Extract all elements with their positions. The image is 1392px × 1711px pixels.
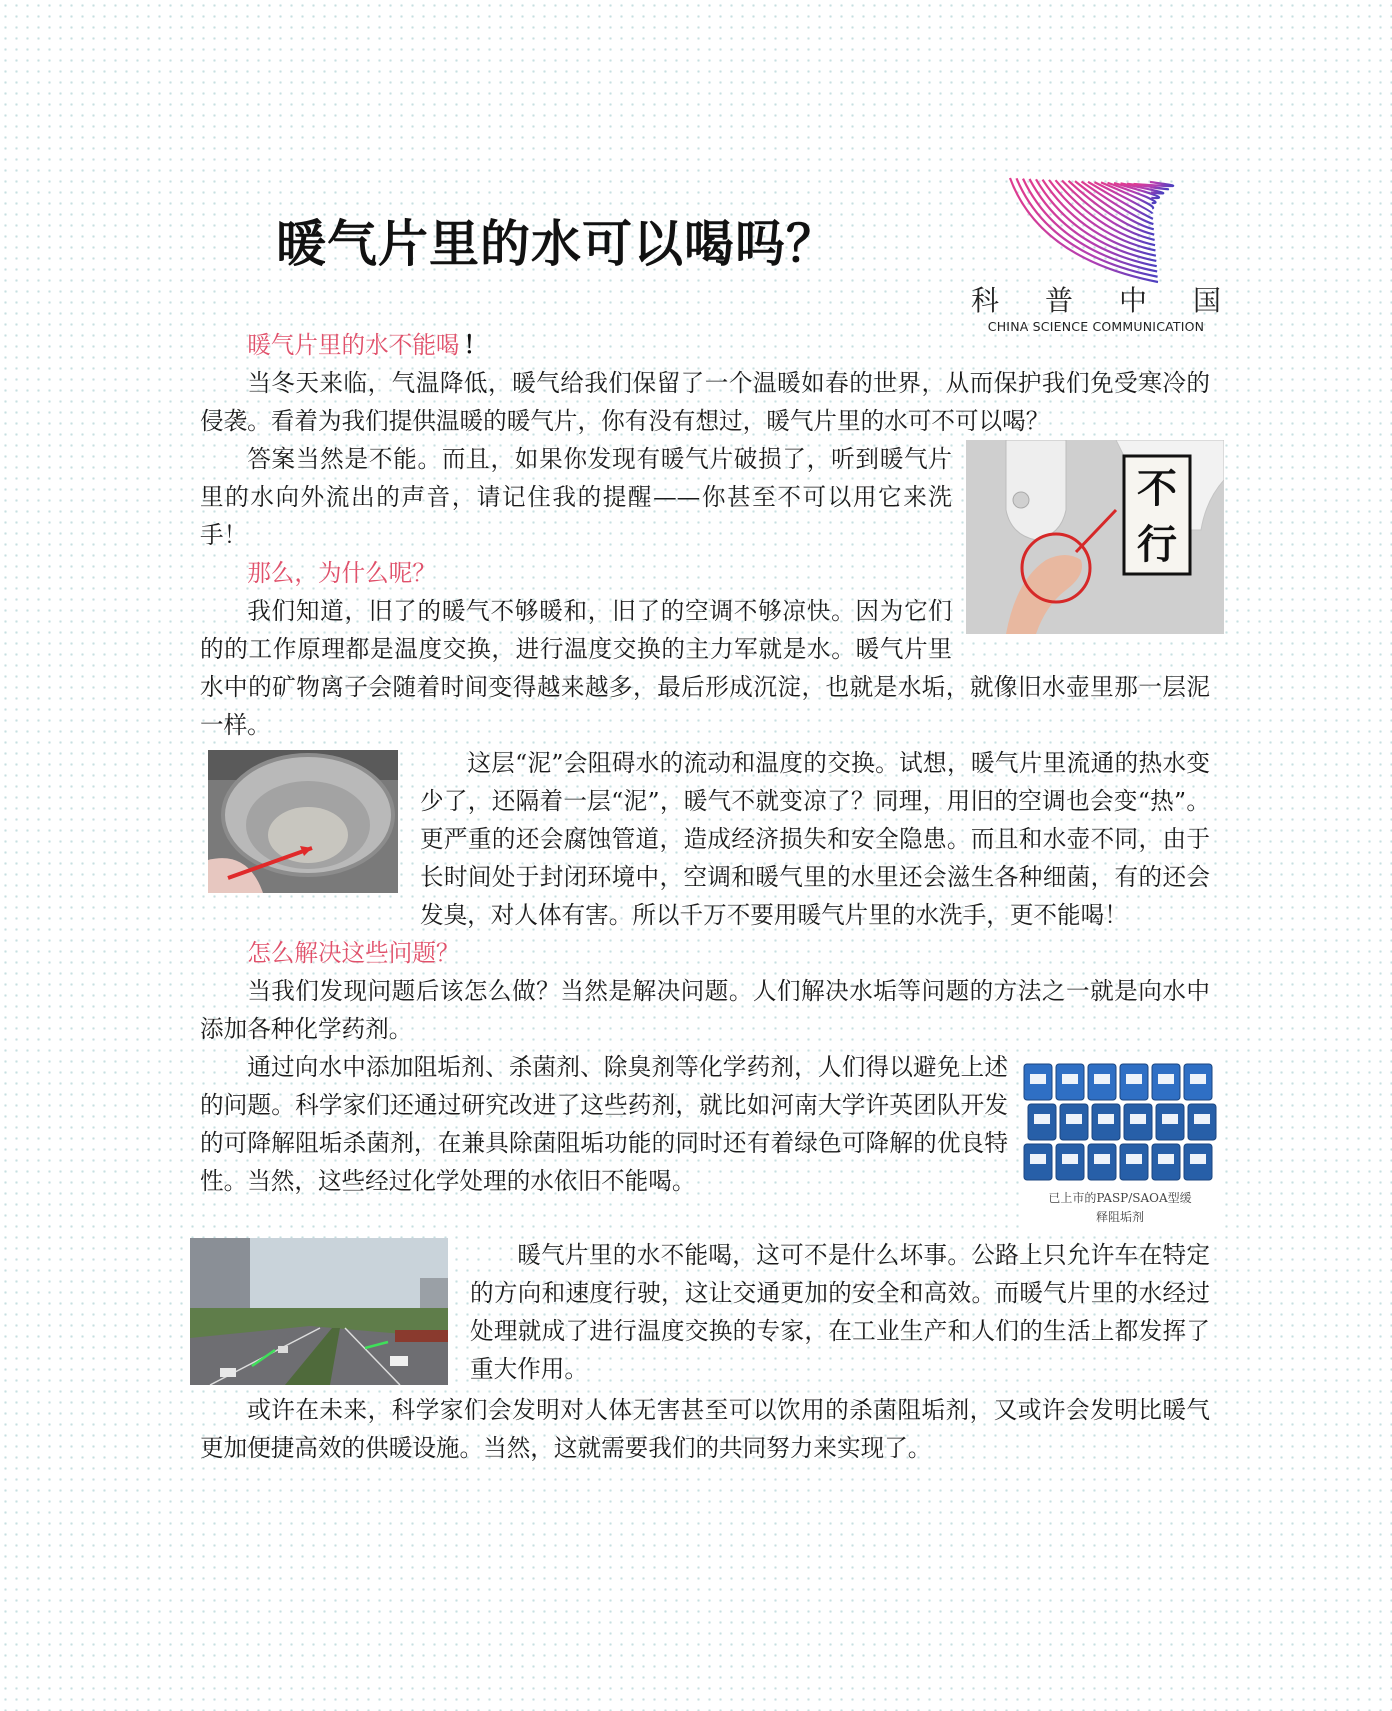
section-heading-why: 那么，为什么呢？ [247,559,436,587]
paragraph: 暖气片里的水不能喝，这可不是什么坏事。公路上只允许车在特定的方向和速度行驶，这让交通更加的安全和高效。而暖气片里的水经过处理就成了进行温度交换的专家，在工业生产和人们的生活上都发挥了重大作用。 [470,1241,1210,1383]
drum-label [1126,1074,1142,1084]
paragraph: 当我们发现问题后该怎么做？当然是解决问题。人们解决水垢等问题的方法之一就是向水中添加各种化学药剂。 [200,977,1210,1043]
paragraph: 当冬天来临，气温降低，暖气给我们保留了一个温暖如春的世界，从而保护我们免受寒冷的侵袭。看着为我们提供温暖的暖气片，你有没有想过，暖气片里的水可不可以喝？ [200,369,1210,435]
drum-label [1066,1114,1082,1124]
highway-traffic-photo [190,1238,448,1385]
logo-wave-line [1134,182,1174,186]
drum-label [1130,1114,1146,1124]
drum-label [1094,1074,1110,1084]
logo-english-name: CHINA SCIENCE COMMUNICATION [987,319,1205,334]
article-body [200,326,1210,1467]
drum-label [1094,1154,1110,1164]
drum-label [1190,1154,1206,1164]
drum-label [1062,1154,1078,1164]
paragraph: 答案当然是不能。而且，如果你发现有暖气片破损了，听到暖气片里的水向外流出的声音，请记住我的提醒——你甚至不可以用它来洗手！ [200,445,952,549]
china-science-communication-logo [968,164,1228,342]
drums-caption-line1: 已上市的PASP/SAOA型缓 [1048,1191,1192,1205]
paragraph: 通过向水中添加阻垢剂、杀菌剂、除臭剂等化学药剂，人们得以避免上述的问题。科学家们还通过研究改进了这些药剂，就比如河南大学许英团队开发的可降解阻垢杀菌剂，在兼具除菌阻垢功能的同时还有着绿色可降解的优良特性。当然，这些经过化学处理的水依旧不能喝。 [200,1053,1008,1195]
drum-label [1030,1074,1046,1084]
logo-wave-graphic [1008,164,1188,284]
drum-label [1158,1154,1174,1164]
paragraph: 我们知道，旧了的暖气不够暖和，旧了的空调不够凉快。因为它们的的工作原理都是温度交换，进行温度交换的主力军就是水。暖气片里水中的矿物离子会随着时间变得越来越多，最后形成沉淀，也就是水垢，就像旧水壶里那一层泥一样。 [200,597,1210,739]
section-heading-solution: 怎么解决这些问题？ [247,939,460,967]
drum-label [1194,1114,1210,1124]
logo-chinese-name: 科 普 中 国 [971,284,1221,317]
drum-label [1190,1074,1206,1084]
drum-label [1098,1114,1114,1124]
drum-label [1162,1114,1178,1124]
sign-text-bottom: 行 [1137,521,1177,568]
drum-label [1158,1074,1174,1084]
drum-label [1126,1154,1142,1164]
drum-label [1062,1074,1078,1084]
drum-label [1034,1114,1050,1124]
radiator-hand-photo [966,440,1224,634]
section-heading-cannot-drink: 暖气片里的水不能喝 ！ [247,331,488,359]
sign-text-top: 不 [1137,465,1177,512]
paragraph: 或许在未来，科学家们会发明对人体无害甚至可以饮用的杀菌阻垢剂，又或许会发明比暖气更加便捷高效的供暖设施。当然，这就需要我们的共同努力来实现了。 [200,1396,1210,1462]
drums-caption-line2: 释阻垢剂 [1095,1210,1145,1224]
paragraph: 这层“泥”会阻碍水的流动和温度的交换。试想，暖气片里流通的热水变少了，还隔着一层“泥”，暖气不就变凉了？同理，用旧的空调也会变“热”。更严重的还会腐蚀管道，造成经济损失和安全隐患。而且和水壶不同，由于长时间处于封闭环境中，空调和暖气里的水里还会滋生各种细菌，有的还会发臭，对人体有害。所以千万不要用暖气片里的水洗手，更不能喝！ [420,749,1210,929]
article-title: 暖气片里的水可以喝吗？ [276,214,837,273]
scale-inhibitor-drums-photo [1020,1056,1220,1232]
drum-label [1030,1154,1046,1164]
kettle-scale-photo [208,750,398,893]
